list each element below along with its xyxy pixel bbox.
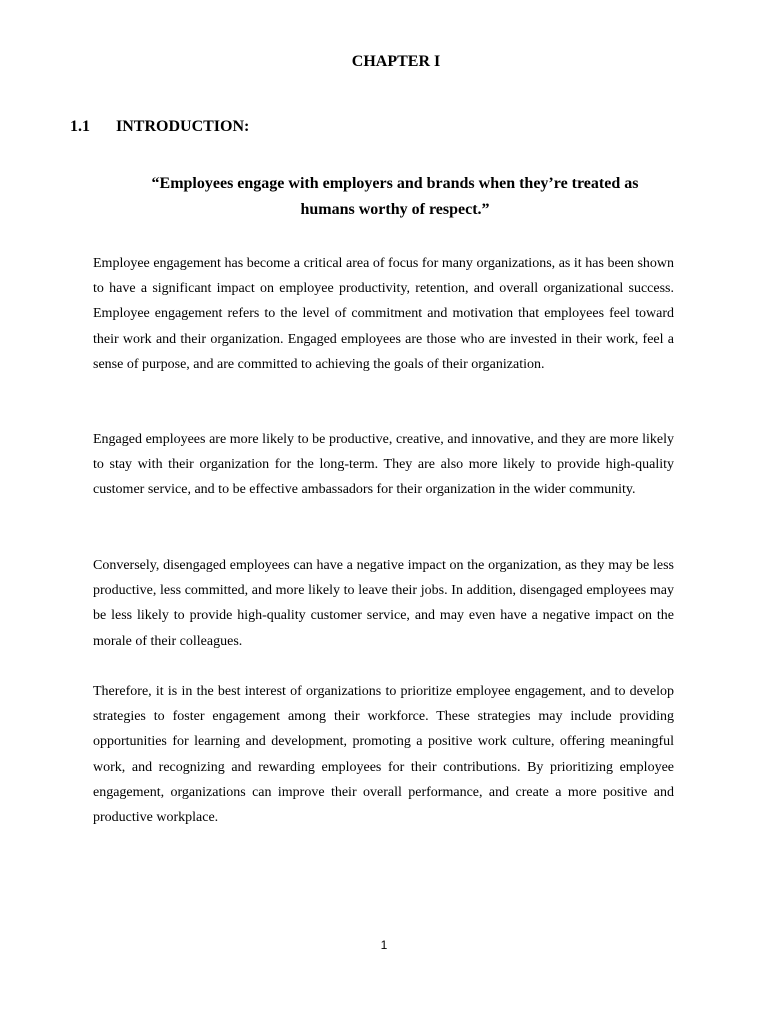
section-heading (70, 116, 249, 138)
body-paragraph-1: Employee engagement has become a critical area of focus for many organizations, as it has been shown to have a significant impact on employee productivity, retention, and overall organizational success. Employee engagement refers to the level of commitment and motivation that employees feel toward their work and their organization. Engaged employees are those who are invested in their work, feel a sense of purpose, and are committed to achieving the goals of their organization. (93, 256, 674, 372)
section-number: 1.1 (70, 118, 90, 135)
body-paragraph-4: Therefore, it is in the best interest of organizations to prioritize employee engagement, and to develop strategies to foster engagement among their workforce. These strategies may include providing opportunities for learning and development, promoting a positive work culture, offering meaningful work, and recognizing and rewarding employees for their contributions. By prioritizing employee engagement, organizations can improve their overall performance, and create a more positive and productive workplace. (93, 684, 674, 826)
page-number: 1 (380, 938, 388, 952)
body-paragraph-3: Conversely, disengaged employees can have a negative impact on the organization, as they may be less productive, less committed, and more likely to leave their jobs. In addition, disengaged employees may be less likely to provide high-quality customer service, and may even have a negative impact on the morale of their colleagues. (93, 558, 674, 649)
section-title: INTRODUCTION: (116, 118, 250, 135)
epigraph-quote: “Employees engage with employers and brands when they’re treated as humans worthy of respect.” (151, 175, 639, 218)
chapter-title: CHAPTER I (351, 53, 441, 70)
body-paragraph-2: Engaged employees are more likely to be productive, creative, and innovative, and they are more likely to stay with their organization for the long-term. They are also more likely to provide high-quality customer service, and to be effective ambassadors for their organization in the wider community. (93, 432, 674, 498)
